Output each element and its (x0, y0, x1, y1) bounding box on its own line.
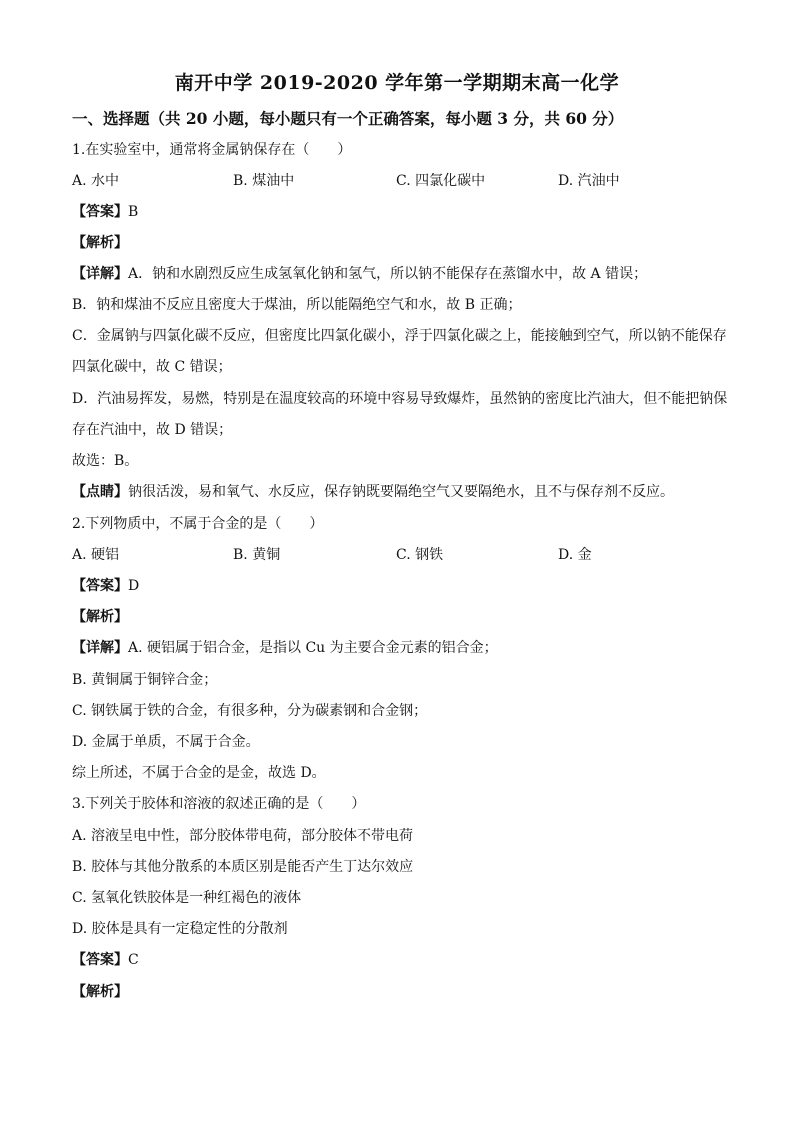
question-3-stem: 3.下列关于胶体和溶液的叙述正确的是（ ） (72, 796, 366, 812)
question-1-detail-d-line-1: D．汽油易挥发，易燃，特别是在温度较高的环境中容易导致爆炸，虽然钠的密度比汽油大，但不能把钠保 (72, 391, 728, 407)
question-3-option-a: A. 溶液呈电中性，部分胶体带电荷，部分胶体不带电荷 (72, 828, 414, 844)
question-2-detail-a: 【详解】A. 硬铝属于铝合金，是指以 Cu 为主要合金元素的铝合金； (72, 640, 498, 656)
answer-tag: 【答案】 (72, 578, 128, 594)
question-2-option-d: D. 金 (558, 547, 592, 563)
question-3-answer (72, 951, 139, 969)
question-1-detail-c-line-1: C．金属钠与四氯化碳不反应，但密度比四氯化碳小，浮于四氯化碳之上，能接触到空气，所以钠不能保存 (72, 328, 727, 344)
question-1-detail-a: 【详解】A．钠和水剧烈反应生成氢氧化钠和氢气，所以钠不能保存在蒸馏水中，故 A 错误； (72, 266, 648, 282)
answer-value: C (128, 952, 139, 968)
question-2-option-c: C. 钢铁 (396, 547, 444, 563)
answer-value: B (128, 204, 139, 220)
question-1-detail-d-line-2: 存在汽油中，故 D 错误； (72, 422, 233, 438)
question-1-analysis-tag: 【解析】 (72, 235, 128, 251)
section-heading: 一、选择题（共 20 小题，每小题只有一个正确答案，每小题 3 分，共 60 分） (72, 109, 624, 128)
answer-tag: 【答案】 (72, 952, 128, 968)
question-1-detail-b: B．钠和煤油不反应且密度大于煤油，所以能隔绝空气和水，故 B 正确； (72, 297, 522, 313)
question-1-detail-c-line-2: 四氯化碳中，故 C 错误； (72, 359, 232, 375)
question-1-answer (72, 203, 138, 221)
question-1-comment: 【点睛】钠很活泼，易和氧气、水反应，保存钠既要隔绝空气又要隔绝水，且不与保存剂不反应。 (72, 484, 674, 500)
question-2-analysis-tag: 【解析】 (72, 609, 128, 625)
question-1-option-b: B. 煤油中 (233, 173, 295, 189)
answer-tag: 【答案】 (72, 204, 128, 220)
question-2-option-a: A. 硬铝 (72, 547, 120, 563)
question-1-option-a: A. 水中 (72, 173, 120, 189)
question-3-option-b: B. 胶体与其他分散系的本质区别是能否产生丁达尔效应 (72, 859, 414, 875)
question-1-conclusion: 故选：B。 (72, 453, 139, 469)
answer-value: D (128, 578, 140, 594)
question-2-answer (72, 577, 139, 595)
detail-tag: 【详解】 (72, 266, 128, 282)
comment-tag: 【点睛】 (72, 484, 128, 500)
detail-tag: 【详解】 (72, 640, 128, 656)
page-title: 南开中学 2019-2020 学年第一学期期末高一化学 (174, 72, 620, 94)
question-2-conclusion: 综上所述，不属于合金的是金，故选 D。 (72, 765, 326, 781)
question-3-analysis-tag: 【解析】 (72, 984, 128, 1000)
question-2-option-b: B. 黄铜 (233, 547, 281, 563)
question-2-detail-d: D. 金属于单质，不属于合金。 (72, 734, 260, 750)
question-3-option-d: D. 胶体是具有一定稳定性的分散剂 (72, 921, 288, 937)
question-3-option-c: C. 氢氧化铁胶体是一种红褐色的液体 (72, 890, 302, 906)
question-2-detail-b: B. 黄铜属于铜锌合金； (72, 672, 218, 688)
question-2-detail-c: C. 钢铁属于铁的合金，有很多种，分为碳素钢和合金钢； (72, 703, 428, 719)
question-1-stem: 1.在实验室中，通常将金属钠保存在（ ） (72, 142, 352, 158)
question-1-option-d: D. 汽油中 (558, 173, 620, 189)
question-1-option-c: C. 四氯化碳中 (396, 173, 486, 189)
question-2-stem: 2.下列物质中，不属于合金的是（ ） (72, 516, 324, 532)
